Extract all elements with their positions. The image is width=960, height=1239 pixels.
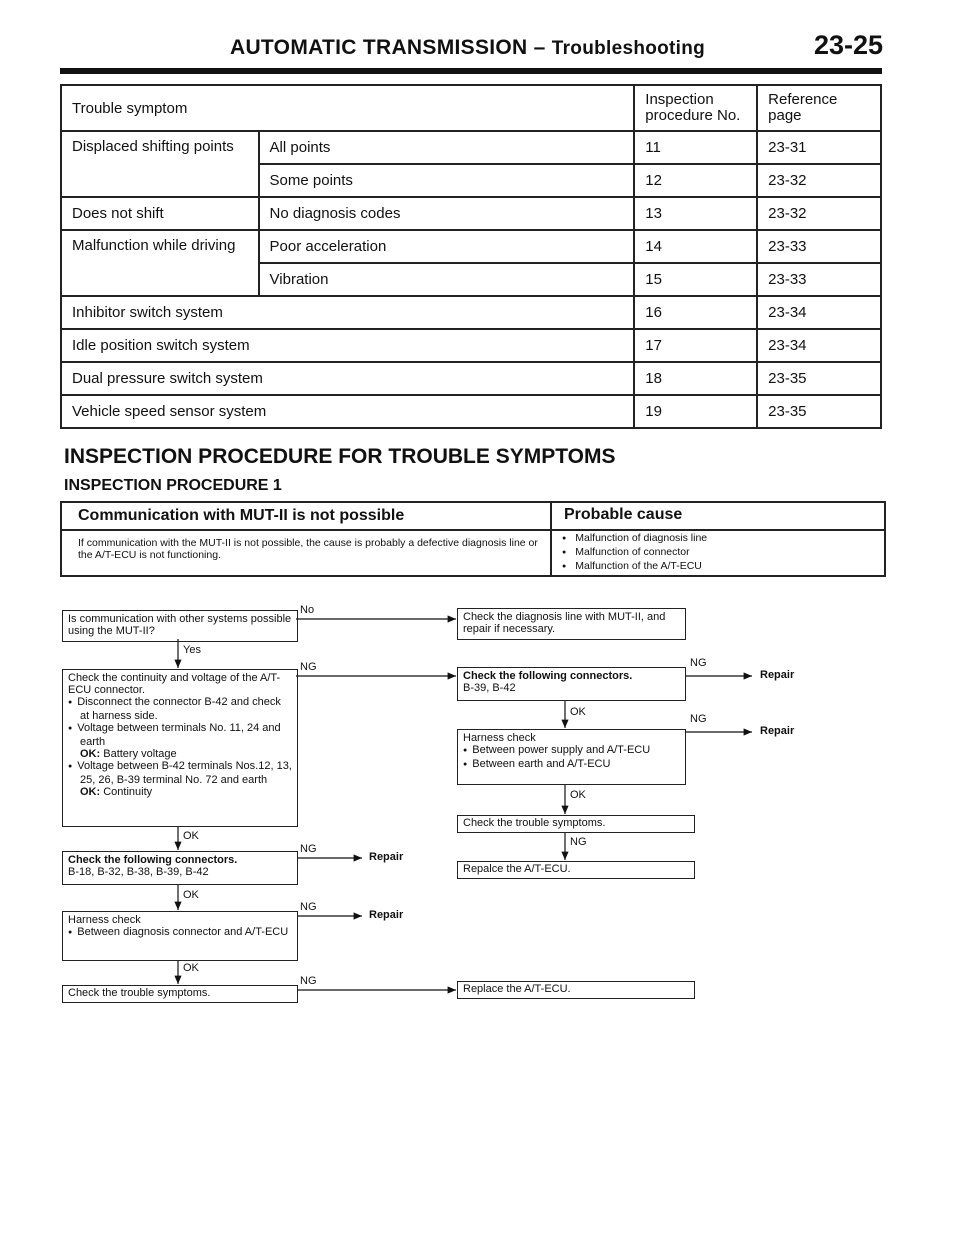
label-ng: NG <box>690 657 707 669</box>
continuity-list <box>68 696 292 798</box>
list-item: ● Voltage between B-42 terminals Nos.12, 13, 25, 26, B-39 terminal No. 72 and earth OK: Continuity <box>68 760 292 798</box>
procedure-title: Communication with MUT-II is not possible <box>78 507 405 524</box>
label-repair: Repair <box>760 725 795 737</box>
label-ok: OK <box>183 830 199 842</box>
table-row: Some points 12 23-32 <box>61 164 881 197</box>
flow-box-connectors-left: Check the following connectors. B-18, B-32, B-38, B-39, B-42 <box>62 851 298 885</box>
list-item: ● Between earth and A/T-ECU <box>463 758 680 772</box>
label-repair: Repair <box>760 669 795 681</box>
list-item: ● Disconnect the connector B-42 and check at harness side. <box>68 696 292 722</box>
label-ng: NG <box>690 713 707 725</box>
flow-box-q1: Is communication with other systems possible using the MUT-II? <box>62 610 298 642</box>
table-row: Vibration 15 23-33 <box>61 263 881 296</box>
flow-box-trouble-right: Check the trouble symptoms. <box>457 815 695 833</box>
col-header-procedure: Inspection procedure No. <box>634 85 757 131</box>
flow-box-replace-left: Replace the A/T-ECU. <box>457 981 695 999</box>
table-row: Malfunction while driving Poor acceleration 14 23-33 <box>61 230 881 263</box>
label-repair: Repair <box>369 851 404 863</box>
table-row: Inhibitor switch system 16 23-34 <box>61 296 881 329</box>
flow-box-harness-left: Harness check ● Between diagnosis connector and A/T-ECU <box>62 911 298 961</box>
label-yes: Yes <box>183 644 201 656</box>
section-title: INSPECTION PROCEDURE FOR TROUBLE SYMPTOMS <box>64 445 616 468</box>
table-row: Idle position switch system 17 23-34 <box>61 329 881 362</box>
procedure-heading: INSPECTION PROCEDURE 1 <box>64 477 282 494</box>
table-row: Displaced shifting points All points 11 23-31 <box>61 131 881 164</box>
col-header-symptom: Trouble symptom <box>61 85 634 131</box>
label-ng: NG <box>300 661 317 673</box>
probable-cause-title: Probable cause <box>564 506 683 523</box>
label-ng: NG <box>570 836 587 848</box>
flow-box-trouble-left: Check the trouble symptoms. <box>62 985 298 1003</box>
col-header-reference: Reference page <box>757 85 881 131</box>
list-item: ● Between power supply and A/T-ECU <box>463 744 680 758</box>
label-repair: Repair <box>369 909 404 921</box>
label-ok: OK <box>183 889 199 901</box>
list-item: ● Malfunction of connector <box>562 546 707 560</box>
continuity-title: Check the continuity and voltage of the A/T-ECU connector. <box>68 672 281 696</box>
flow-box-connectors-right: Check the following connectors. B-39, B-42 <box>457 667 686 701</box>
table-row: Vehicle speed sensor system 19 23-35 <box>61 395 881 428</box>
flow-box-harness-right: Harness check ● Between power supply and A/T-ECU ● Between earth and A/T-ECU <box>457 729 686 785</box>
label-ng: NG <box>300 901 317 913</box>
list-item: ● Between diagnosis connector and A/T-ECU <box>68 926 292 940</box>
label-ok: OK <box>570 706 586 718</box>
flow-box-replace-right: Repalce the A/T-ECU. <box>457 861 695 879</box>
label-ng: NG <box>300 843 317 855</box>
list-item: ● Voltage between terminals No. 11, 24 and earth OK: Battery voltage <box>68 722 292 760</box>
list-item: ● Malfunction of diagnosis line <box>562 532 707 546</box>
flow-box-diagnosis-line: Check the diagnosis line with MUT-II, and repair if necessary. <box>457 608 686 640</box>
flow-box-continuity <box>62 669 298 827</box>
page-number: 23-25 <box>814 30 884 60</box>
label-ok: OK <box>183 962 199 974</box>
table-row: Dual pressure switch system 18 23-35 <box>61 362 881 395</box>
label-ng: NG <box>300 975 317 987</box>
table-row: Does not shift No diagnosis codes 13 23-32 <box>61 197 881 230</box>
list-item: ● Malfunction of the A/T-ECU <box>562 560 707 574</box>
label-ok: OK <box>570 789 586 801</box>
procedure-description: If communication with the MUT-II is not possible, the cause is probably a defective diagnosis line or the A/T-ECU is not functioning. <box>78 537 538 561</box>
label-no: No <box>300 604 315 616</box>
page-header-title: AUTOMATIC TRANSMISSION – Troubleshooting <box>230 36 706 59</box>
